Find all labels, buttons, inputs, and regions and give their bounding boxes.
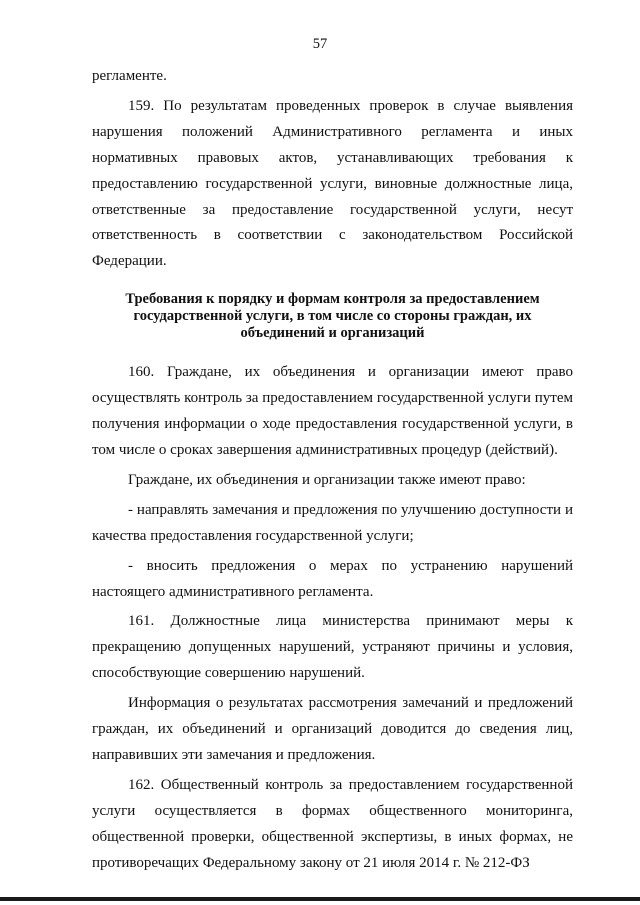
paragraph-160-rights-intro: Граждане, их объединения и организации также имеют право: [128,471,526,488]
section-heading [92,291,573,342]
paragraph-160: 160. Граждане, их объединения и организации имеют право осуществлять контроль за предоставлением государственной услуги путем получения информации о ходе предоставления государственной услуги, в том числе о сроках завершения административных процедур (действий). [92,364,573,458]
paragraph-162: 162. Общественный контроль за предоставлением государственной услуги осуществляется в формах общественного мониторинга, общественной проверки, общественной экспертизы, в иных формах, не противоречащих Федеральному закону от 21 июля 2014 г. № 212-ФЗ [92,776,573,871]
scan-bottom-edge [0,897,640,901]
page-number: 57 [312,36,328,52]
paragraph-161: 161. Должностные лица министерства принимают меры к прекращению допущенных нарушений, устраняют причины и условия, способствующие совершению нарушений. [92,613,573,682]
paragraph-159: 159. По результатам проведенных проверок в случае выявления нарушения положений Административного регламента и иных нормативных правовых актов, устанавливающих требования к предоставлению государственной услуги, виновные должностные лица, ответственные за предоставление государственной услуги, несут ответственность в соответствии с законодательством Российской Федерации. [92,97,573,270]
heading-line-1: Требования к порядку и формам контроля за предоставлением [125,291,540,308]
paragraph-160-item-2: - вносить предложения о мерах по устранению нарушений настоящего административного регламента. [92,557,573,600]
paragraph-continuation: регламенте. [92,68,167,84]
paragraph-161-info: Информация о результатах рассмотрения замечаний и предложений граждан, их объединений и организаций доводится до сведения лиц, направивших эти замечания и предложения. [92,695,573,763]
paragraph-160-item-1: - направлять замечания и предложения по улучшению доступности и качества предоставления государственной услуги; [92,501,573,544]
heading-line-3: объединений и организаций [240,325,425,342]
document-body [92,64,573,876]
heading-line-2: государственной услуги, в том числе со стороны граждан, их [133,308,532,325]
